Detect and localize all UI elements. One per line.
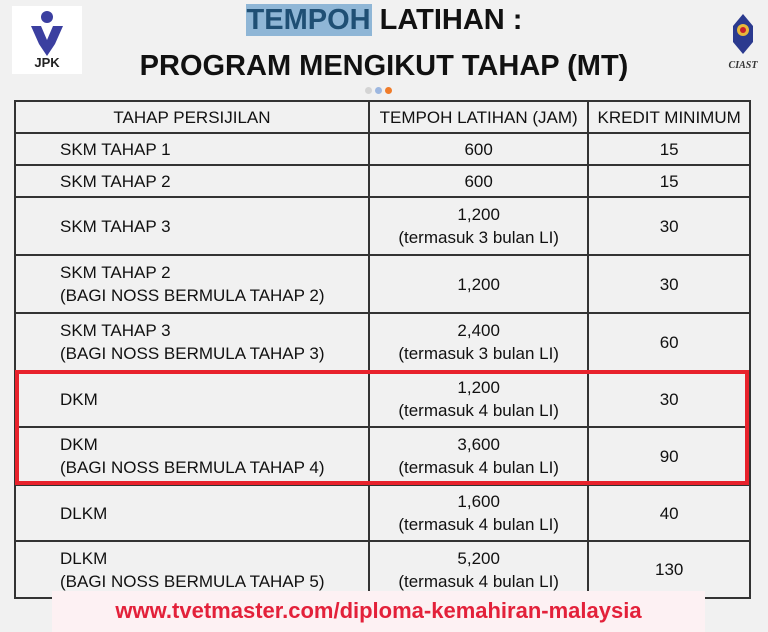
jpk-logo-text: JPK — [34, 55, 60, 70]
hours-cell-text: 1,600 — [457, 492, 500, 511]
title-highlight: TEMPOH — [246, 4, 371, 36]
hours-cell — [369, 197, 588, 255]
title-line-2: PROGRAM MENGIKUT TAHAP (MT) — [139, 50, 629, 82]
dot — [365, 87, 372, 94]
credit-cell-text: 90 — [659, 446, 679, 466]
level-cell — [15, 197, 369, 255]
level-cell — [15, 133, 369, 165]
header-hours: TEMPOH LATIHAN (JAM) — [369, 101, 588, 133]
table-row — [15, 313, 750, 371]
table-row — [15, 485, 750, 541]
table-row — [15, 541, 750, 598]
hours-cell-text: (termasuk 3 bulan LI) — [398, 344, 559, 363]
level-cell-text: SKM TAHAP 2 — [60, 263, 171, 282]
level-cell-text: (BAGI NOSS BERMULA TAHAP 5) — [60, 571, 325, 591]
table-row — [15, 197, 750, 255]
slide-indicator — [365, 87, 392, 94]
hours-cell-text: 2,400 — [457, 321, 500, 340]
level-cell-text: SKM TAHAP 2 — [60, 171, 171, 191]
credit-cell-text: 60 — [659, 332, 679, 352]
ciast-logo-text: CIAST — [728, 60, 758, 71]
hours-cell-text: (termasuk 4 bulan LI) — [398, 458, 559, 477]
watermark-url: www.tvetmaster.com/diploma-kemahiran-malaysia — [52, 591, 705, 632]
hours-cell-text: (termasuk 4 bulan LI) — [398, 571, 559, 591]
table-row — [15, 133, 750, 165]
credit-cell-text: 15 — [659, 139, 679, 159]
credit-cell — [588, 485, 750, 541]
hours-cell-text: 600 — [464, 171, 493, 191]
level-cell — [15, 313, 369, 371]
training-duration-table — [14, 100, 751, 599]
hours-cell — [369, 165, 588, 197]
credit-cell — [588, 313, 750, 371]
level-cell-text: DLKM — [60, 548, 108, 568]
header-level: TAHAP PERSIJILAN — [15, 101, 369, 133]
level-cell-text: SKM TAHAP 3 — [60, 321, 171, 340]
table-header-row — [15, 101, 750, 133]
level-cell-text: (BAGI NOSS BERMULA TAHAP 3) — [60, 344, 325, 363]
title-line-1 — [0, 4, 768, 37]
credit-cell — [588, 133, 750, 165]
dot — [375, 87, 382, 94]
level-cell-text: (BAGI NOSS BERMULA TAHAP 2) — [60, 286, 325, 305]
level-cell-text: DLKM — [60, 503, 108, 523]
credit-cell-text: 30 — [659, 389, 679, 409]
level-cell-text: SKM TAHAP 3 — [60, 216, 171, 236]
credit-cell-text: 15 — [659, 171, 679, 191]
level-cell — [15, 485, 369, 541]
level-cell — [15, 255, 369, 313]
level-cell-text: DKM — [60, 389, 98, 409]
dot-active — [385, 87, 392, 94]
credit-cell-text: 30 — [659, 216, 679, 236]
level-cell-text: DKM — [60, 435, 98, 454]
hours-cell — [369, 313, 588, 371]
hours-cell-text: 600 — [464, 139, 493, 159]
credit-cell-text: 40 — [659, 503, 679, 523]
credit-cell — [588, 165, 750, 197]
table-row — [15, 165, 750, 197]
credit-cell — [588, 541, 750, 598]
hours-cell — [369, 255, 588, 313]
header-credit: KREDIT MINIMUM — [588, 101, 750, 133]
hours-cell-text: 1,200 — [457, 274, 500, 294]
credit-cell — [588, 197, 750, 255]
hours-cell — [369, 541, 588, 598]
credit-cell-text: 130 — [654, 560, 684, 579]
hours-cell-text: 1,200 — [457, 205, 500, 224]
hours-cell-text: 1,200 — [457, 378, 500, 397]
hours-cell-text: (termasuk 4 bulan LI) — [398, 515, 559, 534]
hours-cell — [369, 485, 588, 541]
title-rest: LATIHAN : — [371, 4, 523, 36]
hours-cell-text: 5,200 — [457, 548, 500, 568]
hours-cell-text: (termasuk 3 bulan LI) — [398, 228, 559, 247]
level-cell-text: SKM TAHAP 1 — [60, 139, 171, 159]
hours-cell-text: (termasuk 4 bulan LI) — [398, 401, 559, 420]
dkm-highlight-box — [15, 370, 749, 485]
table-row — [15, 255, 750, 313]
credit-cell — [588, 255, 750, 313]
level-cell-text: (BAGI NOSS BERMULA TAHAP 4) — [60, 458, 325, 477]
hours-cell-text: 3,600 — [457, 435, 500, 454]
hours-cell — [369, 133, 588, 165]
credit-cell-text: 30 — [659, 274, 679, 294]
level-cell — [15, 541, 369, 598]
level-cell — [15, 165, 369, 197]
